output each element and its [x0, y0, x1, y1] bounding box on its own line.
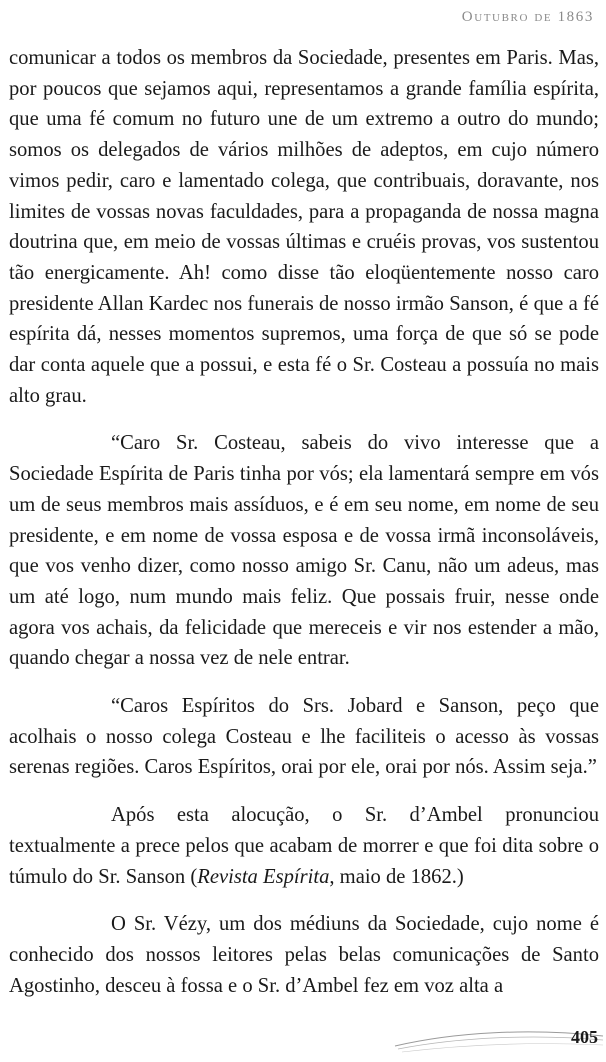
paragraph-4	[9, 800, 599, 892]
text-segment: O Sr. Vézy, um dos médiuns da Sociedade, cujo nome é conhecido dos nossos leitores pelas belas comunicações de Santo Agostinho, desceu à fossa e o Sr. d’Ambel fez em voz alta a	[9, 913, 599, 997]
body-text	[9, 43, 599, 1001]
text-segment: , maio de 1862.)	[329, 865, 464, 888]
running-header: Outubro de 1863	[461, 9, 594, 25]
text-segment: Após esta alocução, o Sr. d’Ambel pronunciou textualmente a prece pelos que acabam de morrer e que foi dita sobre o túmulo do Sr. Sanson (	[9, 804, 599, 888]
italic-citation: Revista Espírita	[197, 865, 330, 888]
paragraph-3	[9, 691, 599, 783]
paragraph-5	[9, 909, 599, 1001]
page-number: 405	[571, 1027, 598, 1047]
paragraph-1	[9, 43, 599, 411]
decorative-swoosh-icon	[0, 1012, 606, 1062]
page-footer	[0, 1012, 606, 1062]
text-segment: “Caro Sr. Costeau, sabeis do vivo interesse que a Sociedade Espírita de Paris tinha por vós; ela lamentará sempre em vós um de seus membros mais assíduos, e é em seu nome, em nome de seu presidente, e em nome de vossa esposa e de vossa irmã inconsoláveis, que vos venho dizer, como nosso amigo Sr. Canu, não um adeus, mas um até logo, num mundo mais feliz. Que possais fruir, nesse onde agora vos achais, da felicidade que mereceis e vir nos estender a mão, quando chegar a nossa vez de nele entrar.	[9, 432, 599, 670]
text-segment: “Caros Espíritos do Srs. Jobard e Sanson, peço que acolhais o nosso colega Costeau e lhe faciliteis o acesso às vossas serenas regiões. Caros Espíritos, orai por ele, orai por nós. Assim seja.”	[9, 695, 599, 779]
paragraph-2	[9, 428, 599, 674]
text-segment: comunicar a todos os membros da Sociedade, presentes em Paris. Mas, por poucos que sejamos aqui, representamos a grande família espírita, que uma fé comum no futuro une de um extremo a outro do mundo; somos os delegados de vários milhões de adeptos, em cujo número vimos pedir, caro e lamentado colega, que contribuais, doravante, nos limites de vossas novas faculdades, para a propaganda de nossa magna doutrina que, em meio de vossas últimas e cruéis provas, vos sustentou tão energicamente. Ah! como disse tão eloqüentemente nosso caro presidente Allan Kardec nos funerais de nosso irmão Sanson, é que a fé espírita dá, nesses momentos supremos, uma força de que só se pode dar conta aquele que a possui, e esta fé o Sr. Costeau a possuía no mais alto grau.	[9, 47, 599, 407]
